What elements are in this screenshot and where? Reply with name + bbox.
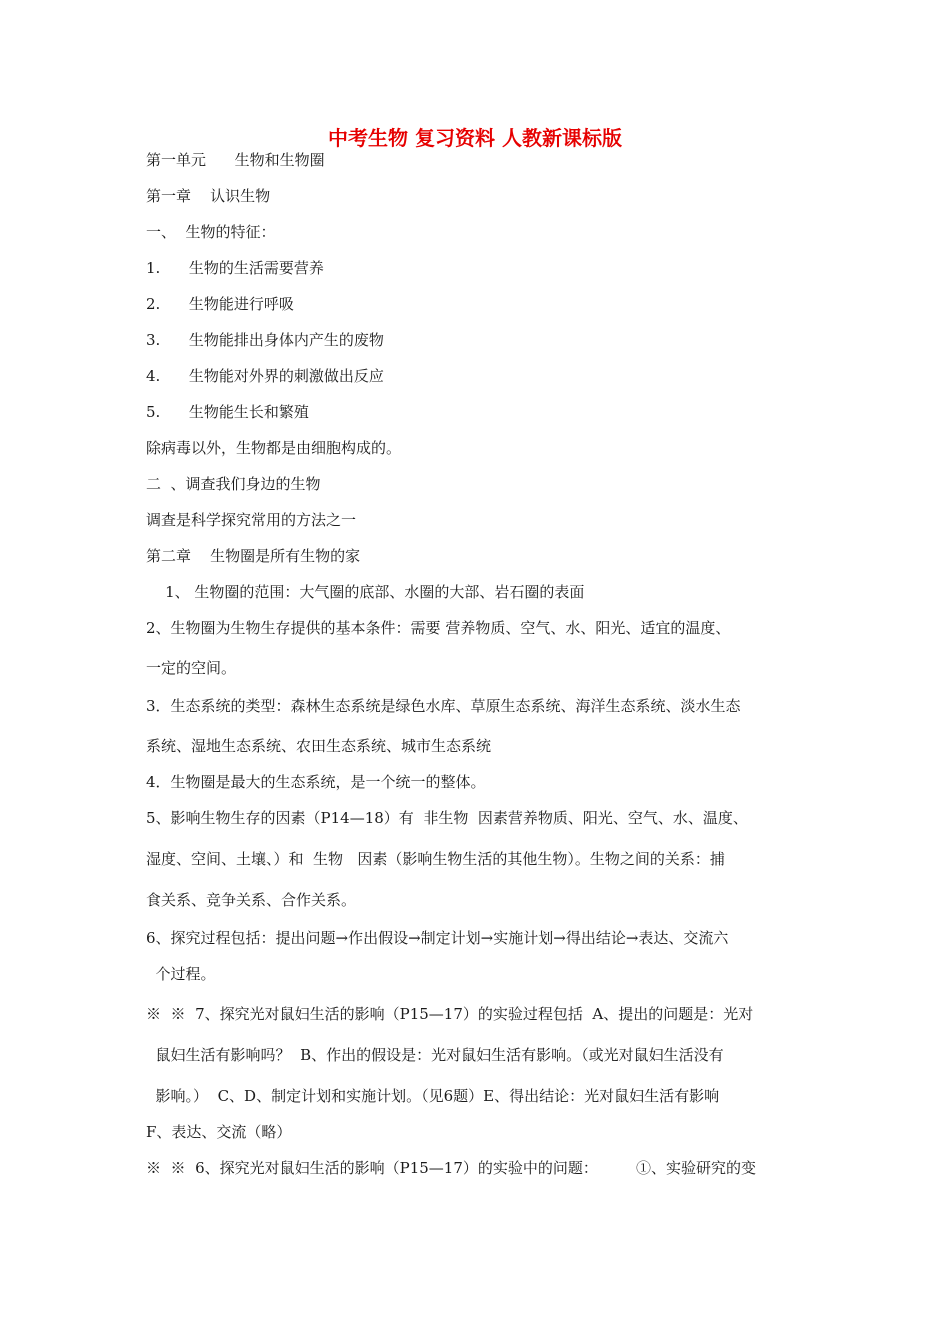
section-heading: 二 、调查我们身边的生物 — [146, 475, 321, 493]
list-item: 4. 生物能对外界的刺激做出反应 — [146, 367, 384, 385]
paragraph: ※ ※ 7、探究光对鼠妇生活的影响（P15—17）的实验过程包括 A、提出的问题是：光对 — [146, 1005, 754, 1023]
paragraph: 影响。） C、D、制定计划和实施计划。（见6题）E、得出结论：光对鼠妇生活有影响 — [146, 1087, 720, 1105]
paragraph: 2、生物圈为生物生存提供的基本条件：需要 营养物质、空气、水、阳光、适宜的温度、 — [146, 619, 731, 637]
paragraph: 4．生物圈是最大的生态系统，是一个统一的整体。 — [146, 773, 486, 791]
paragraph: 调查是科学探究常用的方法之一 — [146, 511, 357, 529]
list-item: 5. 生物能生长和繁殖 — [146, 403, 309, 421]
paragraph: 5、影响生物生存的因素（P14—18）有 非生物 因素营养物质、阳光、空气、水、温度、 — [146, 809, 748, 827]
paragraph: 鼠妇生活有影响吗？ B、作出的假设是：光对鼠妇生活有影响。（或光对鼠妇生活没有 — [146, 1046, 724, 1064]
paragraph: 一定的空间。 — [146, 659, 237, 677]
chapter-heading: 第一章 认识生物 — [146, 187, 271, 205]
paragraph: 个过程。 — [146, 965, 216, 983]
paragraph: 1、 生物圈的范围：大气圈的底部、水圈的大部、岩石圈的表面 — [146, 583, 585, 601]
chapter-heading: 第二章 生物圈是所有生物的家 — [146, 547, 361, 565]
list-item: 2. 生物能进行呼吸 — [146, 295, 294, 313]
section-heading: 一、 生物的特征： — [146, 223, 276, 241]
paragraph: 食关系、竞争关系、合作关系。 — [146, 891, 357, 909]
paragraph: 6、探究过程包括：提出问题→作出假设→制定计划→实施计划→得出结论→表达、交流六 — [146, 929, 729, 947]
paragraph: ※ ※ 6、探究光对鼠妇生活的影响（P15—17）的实验中的问题： ①、实验研究的变 — [146, 1159, 757, 1177]
list-item: 1. 生物的生活需要营养 — [146, 259, 324, 277]
paragraph: 除病毒以外，生物都是由细胞构成的。 — [146, 439, 402, 457]
document-title: 中考生物 复习资料 人教新课标版 — [328, 126, 622, 150]
paragraph: 3．生态系统的类型：森林生态系统是绿色水库、草原生态系统、海洋生态系统、淡水生态 — [146, 697, 741, 715]
list-item: 3. 生物能排出身体内产生的废物 — [146, 331, 384, 349]
paragraph: 系统、湿地生态系统、农田生态系统、城市生态系统 — [146, 737, 492, 755]
unit-heading: 第一单元 生物和生物圈 — [146, 151, 325, 169]
paragraph: 湿度、空间、土壤、）和 生物 因素（影响生物生活的其他生物）。生物之间的关系：捕 — [146, 850, 725, 868]
paragraph: F、表达、交流（略） — [146, 1123, 292, 1141]
